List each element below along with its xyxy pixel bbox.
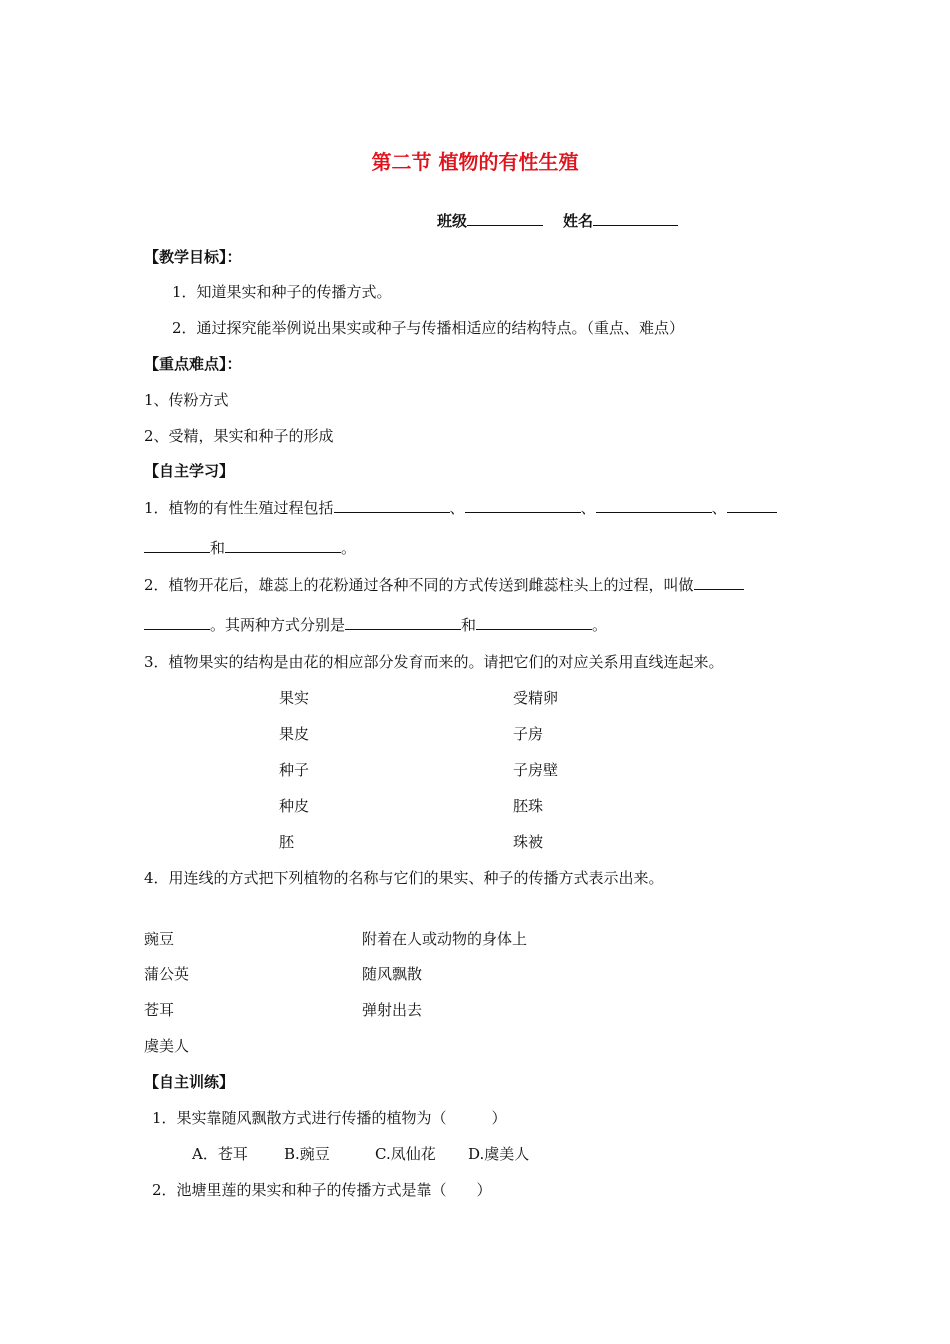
- name-field: [563, 211, 678, 231]
- match-left-item[interactable]: 种子: [279, 761, 310, 779]
- period: 。: [341, 539, 357, 557]
- class-field: [437, 211, 543, 231]
- key-points-heading: 【重点难点】：: [144, 355, 242, 373]
- match-left-item[interactable]: 种皮: [279, 797, 310, 815]
- answer-blank[interactable]: [345, 615, 461, 630]
- answer-blank[interactable]: [144, 538, 210, 553]
- study-question-1: [144, 498, 777, 518]
- key-point-item: 1、传粉方式: [144, 391, 229, 409]
- match-right-item[interactable]: 珠被: [513, 833, 544, 851]
- dispersal-method-item[interactable]: 随风飘散: [362, 965, 423, 983]
- plant-name-item[interactable]: 豌豆: [144, 930, 175, 948]
- match-right-item[interactable]: 胚珠: [513, 797, 544, 815]
- match-right-item[interactable]: 子房: [513, 725, 544, 743]
- answer-blank[interactable]: [694, 575, 744, 590]
- question-text: 1．植物的有性生殖过程包括: [144, 499, 334, 517]
- self-study-heading: 【自主学习】: [144, 462, 235, 480]
- question-text: 。其两种方式分别是: [210, 616, 346, 634]
- answer-blank[interactable]: [144, 615, 210, 630]
- class-blank[interactable]: [467, 211, 543, 226]
- dispersal-method-item[interactable]: 附着在人或动物的身体上: [362, 930, 528, 948]
- dispersal-method-item[interactable]: 弹射出去: [362, 1001, 423, 1019]
- study-question-1-cont: [144, 538, 356, 558]
- answer-blank[interactable]: [596, 498, 712, 513]
- plant-name-item[interactable]: 蒲公英: [144, 965, 190, 983]
- objective-item: 2．通过探究能举例说出果实或种子与传播相适应的结构特点。（重点、难点）: [172, 319, 685, 337]
- plant-name-item[interactable]: 苍耳: [144, 1001, 175, 1019]
- key-point-item: 2、受精，果实和种子的形成: [144, 427, 334, 445]
- answer-blank[interactable]: [225, 538, 341, 553]
- choice-option-c[interactable]: C.凤仙花: [375, 1145, 436, 1163]
- question-text: 2．植物开花后，雄蕊上的花粉通过各种不同的方式传送到雌蕊柱头上的过程，叫做: [144, 576, 694, 594]
- answer-blank[interactable]: [727, 498, 777, 513]
- choice-option-b[interactable]: B.豌豆: [284, 1145, 330, 1163]
- name-blank[interactable]: [593, 211, 678, 226]
- and-word: 和: [210, 539, 226, 557]
- page-title: 第二节 植物的有性生殖: [371, 150, 579, 174]
- study-question-2-cont: [144, 615, 607, 635]
- study-question-3: 3．植物果实的结构是由花的相应部分发育而来的。请把它们的对应关系用直线连起来。: [144, 653, 724, 671]
- plant-name-item[interactable]: 虞美人: [144, 1037, 190, 1055]
- choice-option-d[interactable]: D.虞美人: [468, 1145, 530, 1163]
- class-label: 班级: [437, 212, 468, 230]
- study-question-2: [144, 575, 744, 595]
- training-question-2: 2．池塘里莲的果实和种子的传播方式是靠（ ）: [152, 1181, 492, 1199]
- period: 。: [592, 616, 608, 634]
- match-left-item[interactable]: 果皮: [279, 725, 310, 743]
- answer-blank[interactable]: [334, 498, 450, 513]
- objectives-heading: 【教学目标】：: [144, 248, 242, 266]
- and-word: 和: [461, 616, 477, 634]
- choice-option-a[interactable]: A．苍耳: [192, 1145, 248, 1163]
- answer-blank[interactable]: [465, 498, 581, 513]
- answer-blank[interactable]: [476, 615, 592, 630]
- match-right-item[interactable]: 受精卵: [513, 689, 559, 707]
- training-question-1: 1．果实靠随风飘散方式进行传播的植物为（ ）: [152, 1109, 507, 1127]
- separator: 、: [580, 499, 596, 517]
- match-left-item[interactable]: 果实: [279, 689, 310, 707]
- separator: 、: [711, 499, 727, 517]
- study-question-4: 4．用连线的方式把下列植物的名称与它们的果实、种子的传播方式表示出来。: [144, 869, 664, 887]
- objective-item: 1．知道果实和种子的传播方式。: [172, 283, 392, 301]
- name-label: 姓名: [563, 212, 594, 230]
- match-right-item[interactable]: 子房壁: [513, 761, 559, 779]
- match-left-item[interactable]: 胚: [279, 833, 295, 851]
- separator: 、: [449, 499, 465, 517]
- self-training-heading: 【自主训练】: [144, 1073, 235, 1091]
